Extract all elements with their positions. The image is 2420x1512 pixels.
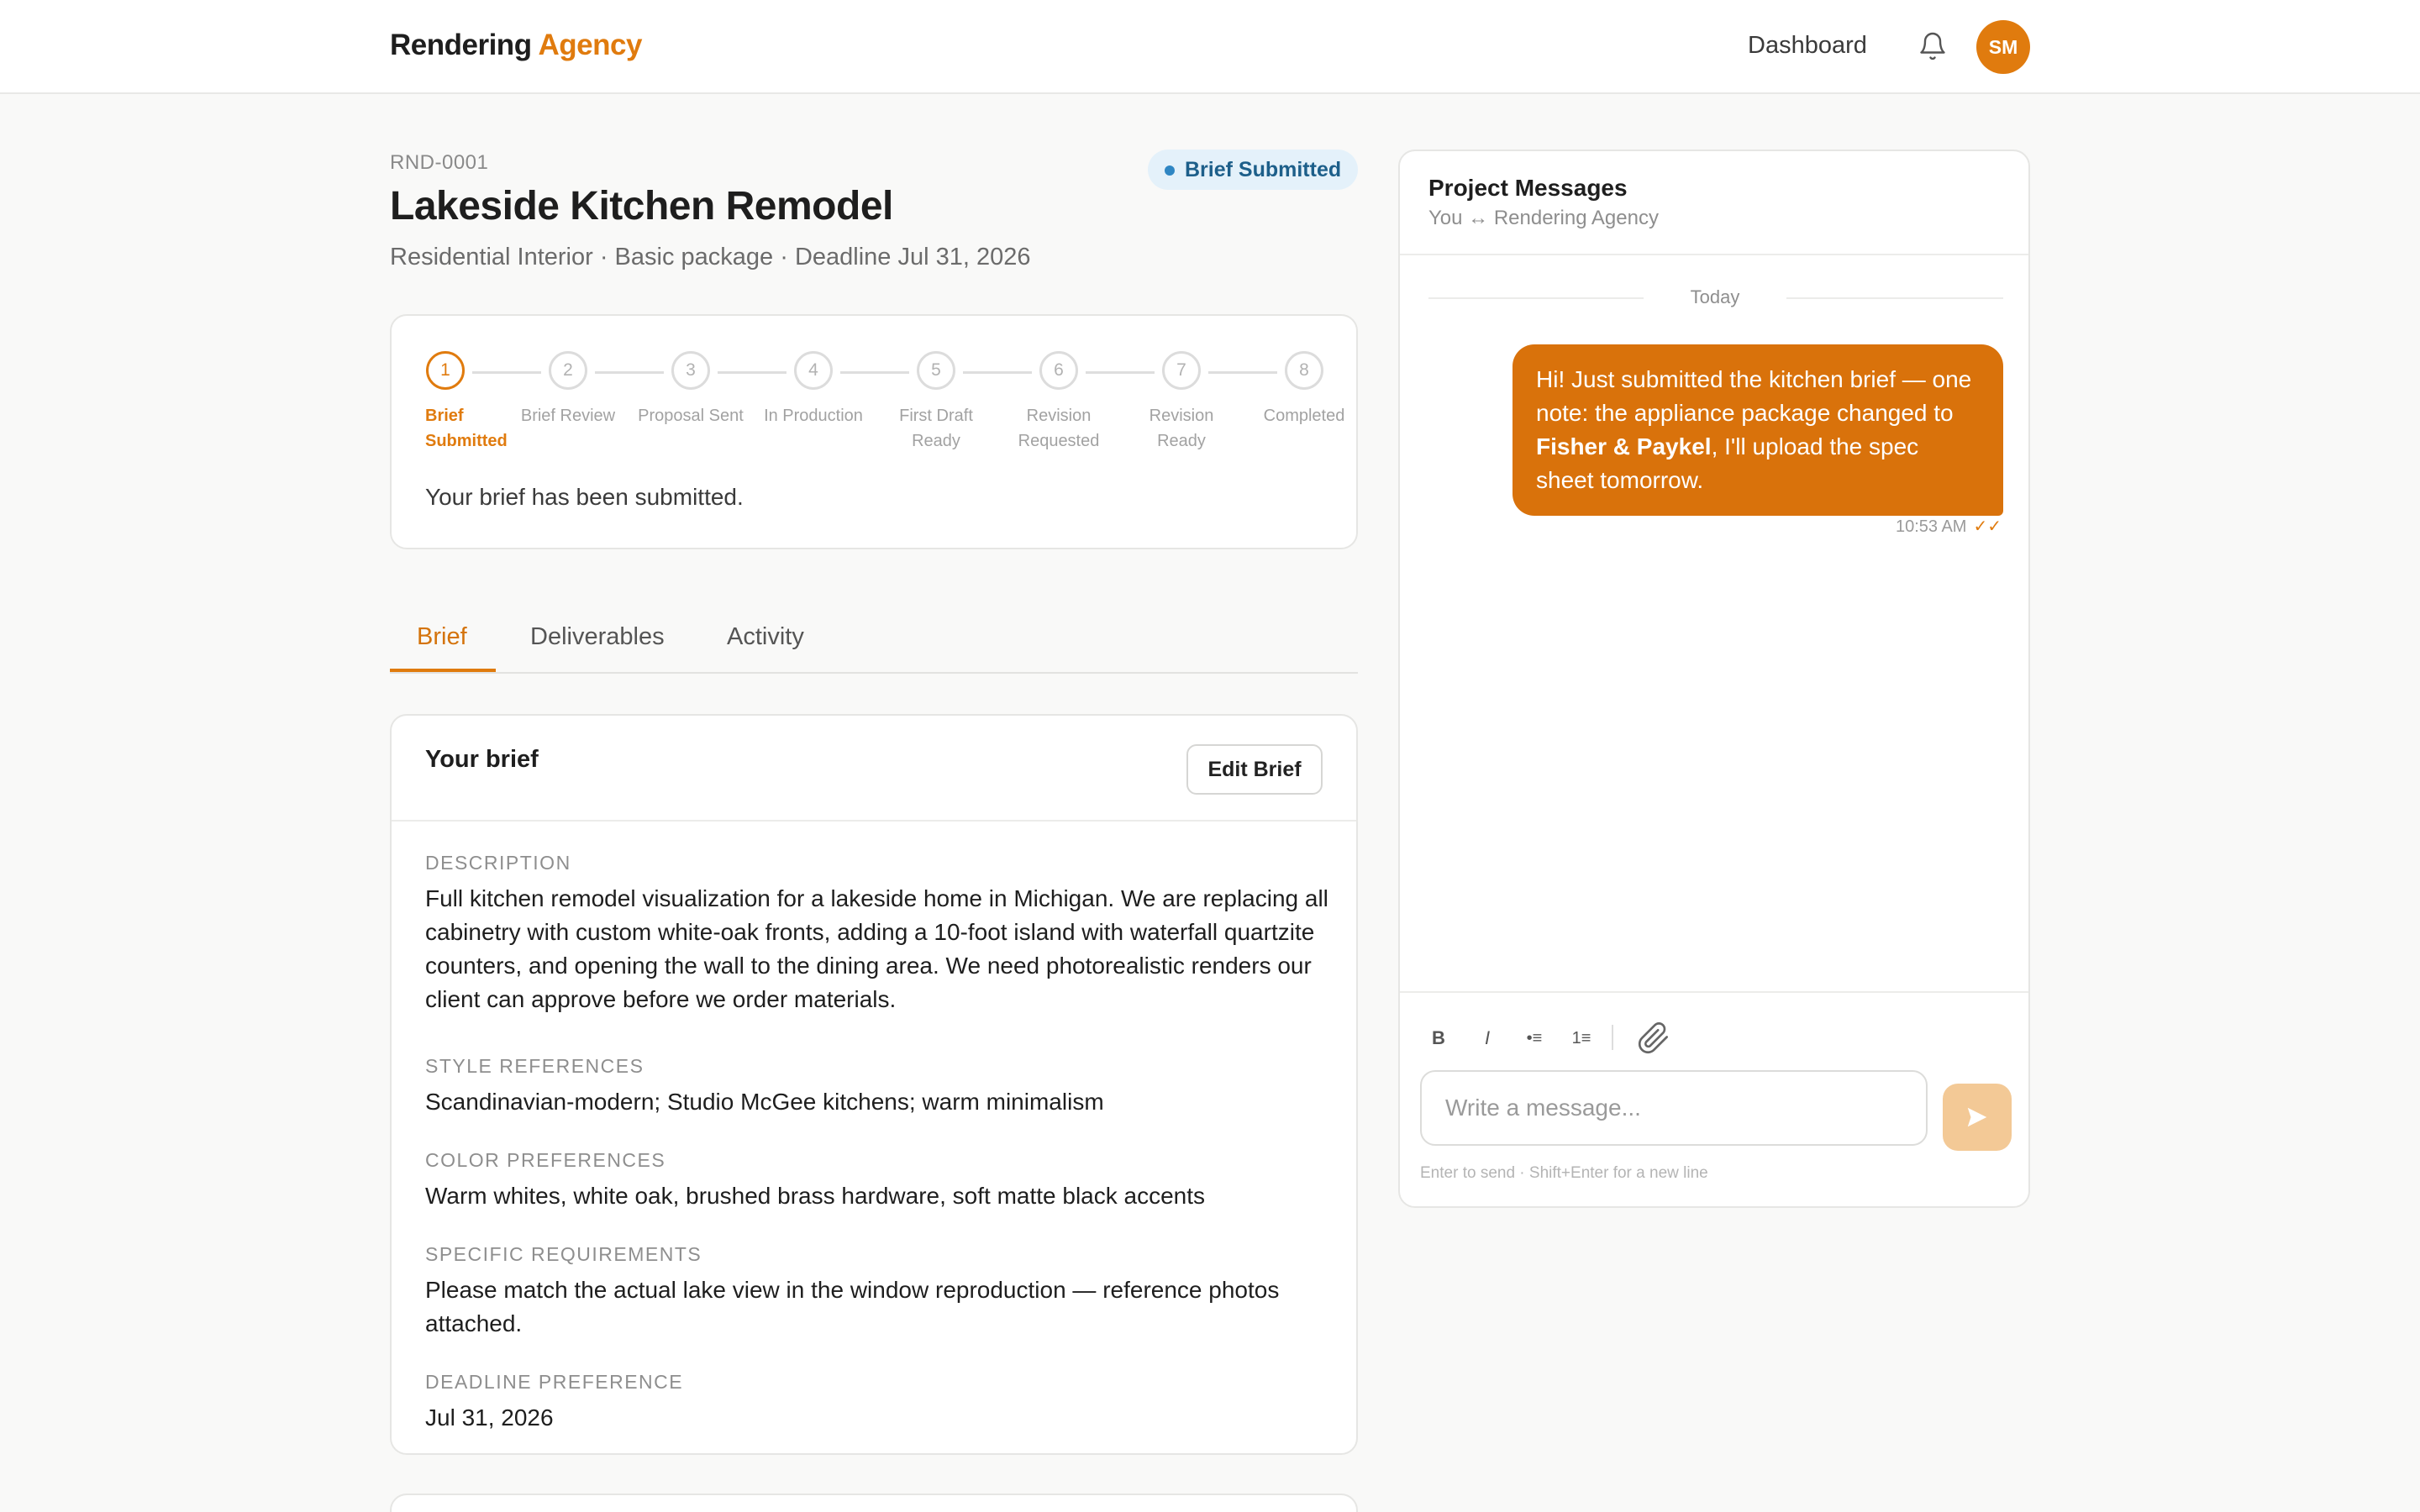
bullet-list-button[interactable]: •≡: [1526, 1028, 1543, 1047]
step-label-8: Completed: [1263, 407, 1345, 425]
next-section-card: [390, 1494, 1358, 1512]
messages-title: Project Messages: [1428, 175, 1628, 201]
message-text-end: , I'll upload the spec sheet tomorrow.: [1536, 433, 1919, 493]
top-nav-bar: [0, 0, 2420, 94]
bold-format-button[interactable]: B: [1432, 1027, 1445, 1048]
brand-name: Rendering: [390, 29, 532, 61]
active-tab-indicator: [390, 669, 496, 672]
description-value: Full kitchen remodel visualization for a lakeside home in Michigan. We are replacing all cabinetry with custom white-oak fronts, adding a 10-foot island with waterfall quartzite counters, and opening the wall to the dining area. We need photorealistic renders our client can approve before we order materials.: [425, 885, 1328, 1012]
tab-brief[interactable]: Brief: [417, 623, 467, 650]
step-label-4: In Production: [764, 407, 863, 425]
step-connector: [595, 371, 664, 374]
day-divider-label: Today: [1644, 286, 1786, 308]
brand-logo[interactable]: [390, 29, 642, 62]
step-connector: [1086, 371, 1155, 374]
bell-icon[interactable]: [1918, 30, 1948, 62]
project-messages-panel: [1398, 150, 2030, 1208]
step-circle-4: 4: [794, 351, 833, 390]
send-button[interactable]: [1943, 1084, 2012, 1151]
specific-requirements-label: SPECIFIC REQUIREMENTS: [425, 1243, 702, 1265]
step-circle-2: 2: [549, 351, 587, 390]
message-timestamp: [1896, 516, 2002, 537]
step-label-5: First Draft Ready: [899, 407, 973, 450]
step-connector: [472, 371, 541, 374]
step-connector: [718, 371, 786, 374]
tab-deliverables[interactable]: Deliverables: [530, 623, 665, 650]
italic-format-button[interactable]: I: [1484, 1027, 1491, 1048]
color-preferences-label: COLOR PREFERENCES: [425, 1149, 666, 1171]
message-text-bold: Fisher & Paykel: [1536, 433, 1712, 459]
numbered-list-button[interactable]: 1≡: [1571, 1028, 1591, 1047]
tab-activity[interactable]: Activity: [727, 623, 804, 650]
step-circle-1: 1: [426, 351, 465, 390]
step-circle-8: 8: [1285, 351, 1323, 390]
style-references-value: Scandinavian-modern; Studio McGee kitchens; warm minimalism: [425, 1089, 1104, 1115]
specific-requirements-value: Please match the actual lake view in the window reproduction — reference photos attached.: [425, 1277, 1280, 1336]
step-connector: [840, 371, 909, 374]
message-bubble: [1512, 344, 2003, 516]
brand-accent: Agency: [538, 29, 642, 61]
step-label-7: Revision Ready: [1149, 407, 1214, 450]
brief-card: [390, 714, 1358, 1455]
step-label-6: Revision Requested: [1018, 407, 1100, 450]
status-badge-label: Brief Submitted: [1185, 157, 1342, 181]
composer-hint: Enter to send · Shift+Enter for a new line: [1420, 1164, 1708, 1182]
color-preferences-value: Warm whites, white oak, brushed brass hardware, soft matte black accents: [425, 1183, 1206, 1209]
brief-card-header: [392, 716, 1356, 822]
step-circle-5: 5: [917, 351, 955, 390]
step-label-2: Brief Review: [520, 407, 616, 425]
project-tabs: [390, 612, 1358, 674]
step-circle-7: 7: [1162, 351, 1201, 390]
message-text-start: Hi! Just submitted the kitchen brief — one note: the appliance package changed to: [1536, 366, 1972, 426]
message-input[interactable]: [1420, 1070, 1928, 1146]
message-time: 10:53 AM: [1895, 517, 1967, 536]
nav-dashboard-link[interactable]: Dashboard: [1748, 32, 1867, 59]
composer-divider: [1400, 991, 2028, 993]
read-check-icon: ✓✓: [1973, 517, 2002, 536]
step-circle-3: 3: [671, 351, 710, 390]
project-id: RND-0001: [390, 151, 489, 174]
step-connector: [963, 371, 1032, 374]
step-circle-6: 6: [1039, 351, 1078, 390]
description-label: DESCRIPTION: [425, 852, 571, 874]
step-connector: [1208, 371, 1277, 374]
user-avatar[interactable]: SM: [1976, 20, 2030, 74]
toolbar-separator: [1612, 1025, 1613, 1050]
messages-header: [1400, 151, 2028, 255]
deadline-preference-value: Jul 31, 2026: [425, 1404, 554, 1431]
messages-subtitle: You ↔ Rendering Agency: [1428, 207, 1659, 229]
progress-tracker: [390, 314, 1358, 549]
step-label-3: Proposal Sent: [638, 407, 744, 425]
progress-message: Your brief has been submitted.: [425, 484, 744, 510]
paperclip-icon[interactable]: [1637, 1021, 1670, 1055]
page-title: Lakeside Kitchen Remodel: [390, 184, 893, 228]
status-badge: [1148, 150, 1358, 190]
edit-brief-button[interactable]: Edit Brief: [1186, 744, 1323, 795]
brief-title: Your brief: [425, 746, 539, 773]
send-icon: [1965, 1105, 1990, 1130]
deadline-preference-label: DEADLINE PREFERENCE: [425, 1371, 684, 1393]
project-meta: Residential Interior · Basic package · Deadline Jul 31, 2026: [390, 244, 1031, 270]
style-references-label: STYLE REFERENCES: [425, 1055, 644, 1077]
step-label-1: Brief Submitted: [425, 407, 508, 450]
status-dot-icon: [1165, 165, 1175, 176]
